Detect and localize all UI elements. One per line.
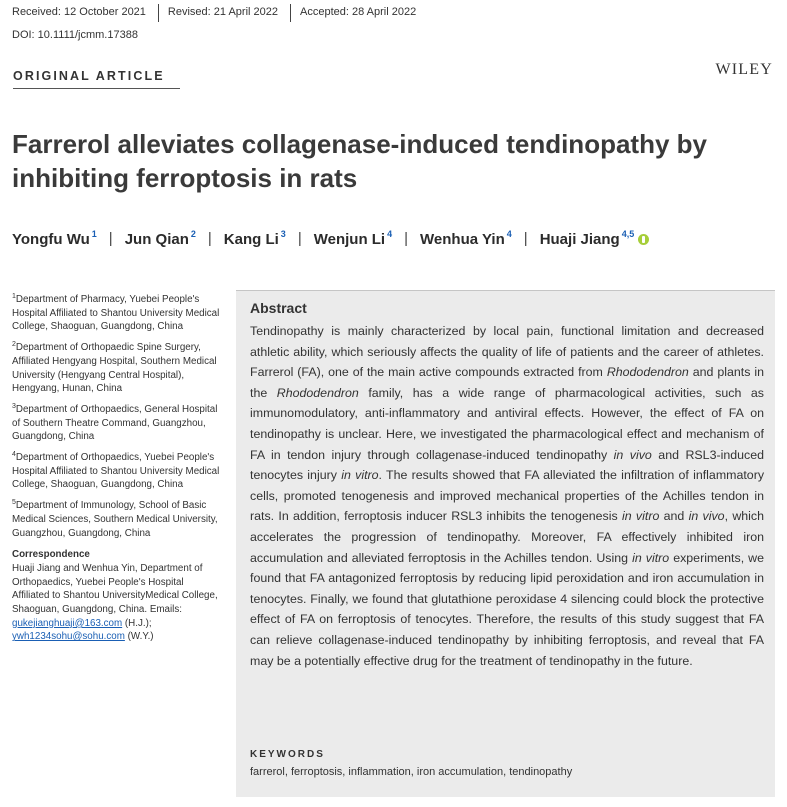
abstract-text: , which accelerates the progression of tendinopathy. Moreover, FA effectively inhibited iron accumulation and alleviated ferroptosis in the Achilles tendon. Using bbox=[250, 509, 765, 565]
italic-term: in vitro bbox=[622, 509, 660, 524]
affiliation-item bbox=[12, 290, 222, 334]
doi[interactable]: DOI: 10.1111/jcmm.17388 bbox=[12, 29, 138, 41]
affiliation-text: Department of Orthopaedics, Yuebei People's Hospital Affiliated to Shantou University Medical College, Shaoguan, Guangdong, China bbox=[12, 452, 220, 491]
italic-term: in vitro bbox=[341, 468, 379, 483]
author-affiliation-ref[interactable]: 4 bbox=[506, 229, 512, 239]
received-date: Received: 12 October 2021 bbox=[12, 6, 146, 18]
email-owner: (H.J.); bbox=[124, 617, 152, 629]
author-affiliation-ref[interactable]: 4 bbox=[387, 229, 393, 239]
author-affiliation-ref[interactable]: 4,5 bbox=[621, 229, 635, 239]
emails-label: Emails: bbox=[149, 604, 182, 616]
abstract-text: . The results showed that FA alleviated the infiltration of inflammatory cells, promoted tenogenesis and improved mechanical properties of the Achilles tendon in rats. In addition, ferroptosis inducer RSL3 inhibits the tenogenesis bbox=[250, 468, 765, 524]
email-link[interactable]: ywh1234sohu@sohu.com bbox=[12, 631, 125, 643]
italic-term: Rhododendron bbox=[606, 365, 689, 380]
article-type-rule bbox=[13, 88, 180, 89]
author-separator: | bbox=[523, 230, 528, 247]
italic-term: in vivo bbox=[613, 447, 652, 462]
affiliation-list bbox=[12, 290, 222, 540]
abstract-body bbox=[250, 321, 764, 671]
accepted-date: Accepted: 28 April 2022 bbox=[300, 6, 417, 18]
affiliation-number: 5 bbox=[12, 499, 16, 507]
italic-term: in vitro bbox=[632, 550, 670, 565]
affiliation-text: Department of Immunology, School of Basic Medical Sciences, Southern Medical University, Guangzhou, Guangdong, China bbox=[12, 500, 218, 539]
date-divider bbox=[158, 4, 159, 22]
author-name[interactable]: Huaji Jiang $^{4,5}$ bbox=[539, 229, 635, 248]
author-name[interactable]: Wenhua Yin $^4$ bbox=[420, 229, 512, 248]
affiliations-column bbox=[12, 290, 222, 644]
correspondence-title: Correspondence bbox=[12, 549, 90, 561]
author-affiliation-ref[interactable]: 2 bbox=[190, 229, 196, 239]
keywords-title: KEYWORDS bbox=[250, 749, 325, 760]
author-name[interactable]: Kang Li $^3$ bbox=[223, 229, 286, 248]
abstract-box bbox=[236, 290, 775, 797]
email-link[interactable]: gukejianghuaji@163.com bbox=[12, 617, 123, 629]
affiliation-text: Department of Orthopaedic Spine Surgery, Affiliated Hengyang Hospital, Southern Medical University (Hengyang Central Hospital), Hengyang, Hunan, China bbox=[12, 342, 217, 395]
abstract-text: and RSL3-induced tenocytes injury bbox=[250, 447, 764, 483]
affiliation-number: 2 bbox=[12, 341, 16, 349]
orcid-icon[interactable] bbox=[638, 234, 649, 245]
affiliation-number: 3 bbox=[12, 402, 16, 410]
author-name[interactable]: Jun Qian $^2$ bbox=[124, 229, 196, 248]
italic-term: in vivo bbox=[688, 509, 725, 524]
affiliation-text: Department of Pharmacy, Yuebei People's Hospital Affiliated to Shantou University Medical College, Shaoguan, Guangdong, China bbox=[12, 294, 220, 333]
italic-term: Rhododendron bbox=[276, 385, 359, 400]
email-owner: (W.Y.) bbox=[127, 631, 154, 643]
publisher-logo: WILEY bbox=[715, 61, 773, 78]
correspondence-address: Huaji Jiang and Wenhua Yin, Department of Orthopaedics, Yuebei People's Hospital Affiliated to Shantou UniversityMedical College, Shaoguan, Guangdong, China. bbox=[12, 562, 218, 616]
author-separator: | bbox=[297, 230, 302, 247]
author-separator: | bbox=[207, 230, 212, 247]
author-affiliation-ref[interactable]: 1 bbox=[91, 229, 97, 239]
keywords-list: farrerol, ferroptosis, inflammation, iron accumulation, tendinopathy bbox=[250, 766, 573, 778]
author-separator: | bbox=[108, 230, 113, 247]
author-list bbox=[12, 229, 649, 248]
affiliation-item bbox=[12, 400, 222, 444]
affiliation-number: 4 bbox=[12, 451, 16, 459]
abstract-title: Abstract bbox=[250, 300, 307, 316]
abstract-text: family, has a wide range of pharmacological activities, such as immunomodulatory, anti-inflammatory and antiviral effects. However, the effect of FA on tendinopathy is unclear. Here, we investigated the pharmacological effect and mechanism of FA in tendon injury through collagenase-induced tendinopathy bbox=[250, 385, 764, 462]
article-title: Farrerol alleviates collagenase-induced tendinopathy by inhibiting ferroptosis in rats bbox=[12, 129, 707, 193]
article-type: ORIGINAL ARTICLE bbox=[13, 69, 165, 83]
abstract-text: and bbox=[659, 509, 689, 524]
revised-date: Revised: 21 April 2022 bbox=[167, 6, 278, 18]
affiliation-item bbox=[12, 496, 222, 540]
author-separator: | bbox=[404, 230, 409, 247]
abstract-text: and plants in the bbox=[250, 365, 764, 400]
author-name[interactable]: Yongfu Wu $^1$ bbox=[12, 229, 97, 248]
author-name[interactable]: Wenjun Li $^4$ bbox=[313, 229, 393, 248]
affiliation-text: Department of Orthopaedics, General Hospital of Southern Theatre Command, Guangzhou, Guangdong, China bbox=[12, 403, 218, 443]
affiliation-item bbox=[12, 338, 222, 396]
correspondence-text bbox=[12, 562, 222, 644]
abstract-text: experiments, we found that FA antagonized ferroptosis by reducing lipid peroxidation and iron accumulation in tenocytes. Finally, we found that glutathione peroxidase 4 silencing could block the protective effect of FA on ferroptosis of tenocytes. Therefore, the results of this study suggest that FA can relieve collagenase-induced tendinopathy by inhibiting ferroptosis, and reveal that FA may be a potentially effective drug for the treatment of tendinopathy in the future. bbox=[250, 550, 765, 668]
abstract-text: Tendinopathy is mainly characterized by local pain, functional limitation and decreased athletic ability, which seriously affects the quality of life of patients and the career of athletes. Farrerol (FA), one of the main active compounds extracted from bbox=[250, 324, 764, 380]
date-divider bbox=[290, 4, 291, 22]
author-affiliation-ref[interactable]: 3 bbox=[280, 229, 286, 239]
publication-dates bbox=[12, 6, 416, 22]
affiliation-number: 1 bbox=[12, 293, 16, 300]
affiliation-item bbox=[12, 448, 222, 492]
